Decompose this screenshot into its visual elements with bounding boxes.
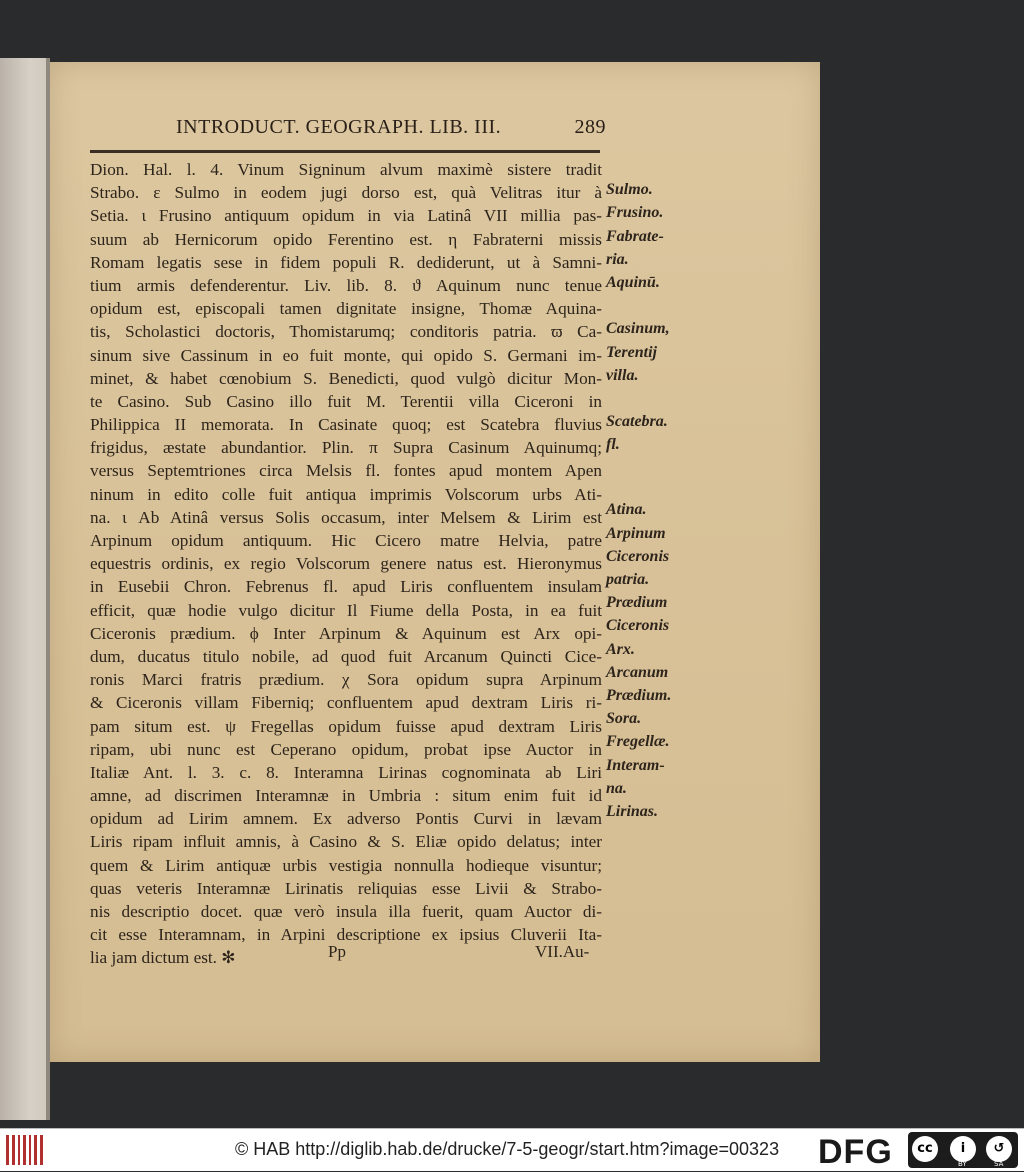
text-line: amne, ad discrimen Interamnæ in Umbria : situm enim fuit id [90,786,602,806]
margin-note: na. [606,779,627,797]
adjacent-page-edge [0,58,50,1120]
dfg-logo: DFG [818,1133,893,1171]
text-line: opidum est, episcopali tamen dignitate insigne, Thomæ Aquina- [90,299,602,319]
margin-note: ria. [606,250,629,268]
margin-note: Arcanum [606,663,669,681]
margin-note: Frusino. [606,204,664,222]
margin-note: Sora. [606,710,642,728]
text-line: te Casino. Sub Casino illo fuit M. Terentii villa Ciceroni in [90,391,602,411]
text-line: quas veteris Interamnæ Lirinatis reliquias esse Livii & Strabo- [90,878,602,898]
margin-note: Interam- [606,756,665,774]
text-line: tis, Scholastici doctoris, Thomistarumq; conditoris patria. ϖ Ca- [90,322,602,342]
margin-note: Scatebra. [606,413,668,431]
margin-note: Atina. [606,501,647,519]
barcode-icon [6,1135,46,1165]
text-line: Ciceronis prædium. ϕ Inter Arpinum & Aquinum est Arx opi- [90,623,602,643]
text-line: pam situm est. ψ Fregellas opidum fuisse apud dextram Liris [90,716,602,736]
margin-note: Aquinū. [606,274,660,291]
text-line: in Eusebii Chron. Febrenus fl. apud Liris confluentem insulam [90,577,602,597]
margin-note: Ciceronis [606,547,670,565]
text-line: opidum ad Lirim amnem. Ex adverso Pontis Curvi in lævam [90,809,602,829]
text-line: cit esse Interamnam, in Arpini descriptione ex ipsius Cluverii Ita- [90,925,602,945]
text-line: ripam, ubi nunc est Ceperano opidum, probat ipse Auctor in [90,739,602,759]
viewer-footer [0,1128,1024,1171]
cc-icon: cc [912,1136,938,1162]
margin-note: Prædium [606,594,668,612]
text-line: suum ab Hernicorum opido Ferentino est. η Fabraterni missis [90,229,602,249]
text-line: frigidus, æstate abundantior. Plin. π Supra Casinum Aquinumq; [90,438,602,458]
header-title: INTRODUCT. GEOGRAPH. LIB. III. [176,116,502,138]
text-line: efficit, quæ hodie vulgo dicitur Il Fiume della Posta, in ea fuit [90,600,602,620]
margin-note: Ciceronis [606,617,670,635]
text-line: Italiæ Ant. l. 3. c. 8. Interamna Lirinas cognominata ab Liri [90,762,602,782]
page-number: 289 [574,116,606,138]
text-line: ninum in edito colle fuit antiqua imprimis Volscorum urbs Ati- [90,484,602,504]
body-text [90,158,602,970]
copyright-link[interactable]: © HAB http://diglib.hab.de/drucke/7-5-geogr/start.htm?image=00323 [235,1139,780,1159]
text-line: sinum sive Cassinum in eo fuit monte, qui opido S. Germani im- [90,345,602,365]
margin-note: Terentij [606,343,657,361]
running-header [176,114,606,144]
text-line: Arpinum opidum antiquum. Hic Cicero matre Helvia, patre [90,531,602,550]
margin-note: Fregellæ. [606,733,670,751]
margin-note: Arx. [606,640,635,658]
text-line: minet, & habet cœnobium S. Benedicti, quod vulgò dicitur Mon- [90,368,602,388]
share-alike-icon: ↺ [986,1136,1012,1162]
text-line: Liris ripam influit amnis, à Casino & S. Eliæ opido delatus; inter [90,832,602,852]
text-line: versus Septemtriones circa Melsis fl. fontes apud montem Apen [90,461,602,481]
text-line: Setia. ι Frusino antiquum opidum in via Latinâ VII millia pas- [90,206,602,226]
text-line: Philippica II memorata. In Casinate quoq; est Scatebra fluvius [90,415,602,435]
attribution-icon: i [950,1136,976,1162]
margin-note: patria. [606,570,650,588]
margin-note: Lirinas. [606,802,659,820]
header-rule [90,150,600,153]
text-line: Strabo. ε Sulmo in eodem jugi dorso est, quà Velitras itur à [90,183,602,203]
text-line: quem & Lirim antiquæ urbis vestigia nonnulla hodieque visuntur; [90,855,602,875]
text-line: ronis Marci fratris prædium. χ Sora opidum supra Arpinum [90,670,602,690]
signature-mark: Pp [328,942,346,961]
margin-note: Arpinum [606,524,666,542]
text-line: na. ι Ab Atinâ versus Solis occasum, inter Melsem & Lirim est [90,507,602,527]
catchword: VII.Au- [535,942,590,961]
text-line: equestris ordinis, ex regio Volscorum genere natus est. Hieronymus [90,554,602,574]
cc-by-label: BY [958,1160,967,1168]
text-line: & Ciceronis villam Fiberniq; confluentem apud dextram Liris ri- [90,693,602,713]
margin-note: fl. [606,436,620,454]
text-line: tium armis defenderentur. Liv. lib. 8. ϑ Aquinum nunc tenue [90,275,602,295]
margin-note: villa. [606,366,639,384]
text-line: nis descriptio docet. quæ verò insula illa fuerit, quam Auctor di- [90,902,602,921]
text-line: Dion. Hal. l. 4. Vinum Signinum alvum maximè sistere tradit [90,160,602,179]
book-page [50,62,820,1062]
text-line: lia jam dictum est. ✻ [90,948,236,968]
cc-sa-label: SA [994,1160,1004,1168]
margin-note: Fabrate- [606,227,664,245]
text-line: dum, ducatus titulo nobile, ad quod fuit Arcanum Quincti Cice- [90,646,602,666]
margin-note: Sulmo. [606,181,653,199]
cc-license-badge[interactable] [908,1132,1018,1168]
margin-note: Casinum, [606,320,670,338]
text-line: Romam legatis sese in fidem populi R. dediderunt, ut à Samni- [90,252,602,272]
margin-note: Prædium. [606,686,672,704]
